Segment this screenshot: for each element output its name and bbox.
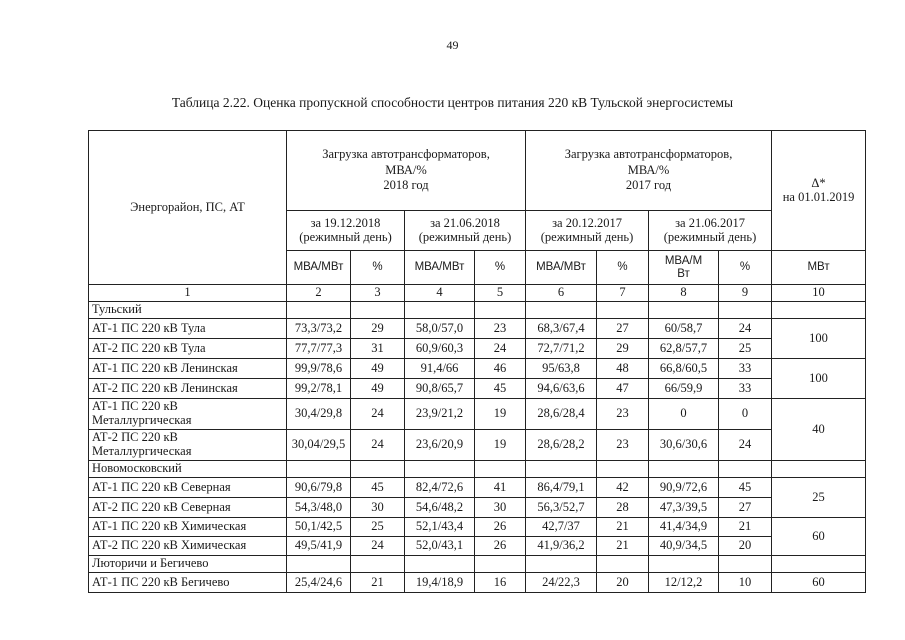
row-name-line2: Металлургическая (92, 413, 192, 427)
col-number-9: 9 (719, 285, 772, 302)
cell: 31 (351, 339, 405, 359)
unit-mw: МВт (772, 251, 866, 285)
cell: 21 (351, 573, 405, 593)
cell: 72,7/71,2 (526, 339, 597, 359)
cell: 45 (719, 478, 772, 498)
cell: 90,6/79,8 (287, 478, 351, 498)
row-name: АТ-2 ПС 220 кВ Химическая (89, 537, 287, 556)
cell: 28,6/28,4 (526, 399, 597, 430)
table-row (89, 359, 866, 379)
section-name: Люторичи и Бегичево (89, 556, 287, 573)
row-name: АТ-1 ПС 220 кВ Бегичево (89, 573, 287, 593)
date2-line2: (режимный день) (418, 229, 512, 244)
cell: 24 (351, 399, 405, 430)
cell: 95/63,8 (526, 359, 597, 379)
row-name (89, 399, 287, 430)
cell: 30 (351, 498, 405, 518)
unit-pct-1: % (351, 251, 405, 285)
table-row (89, 478, 866, 498)
cell: 42 (597, 478, 649, 498)
cell: 33 (719, 359, 772, 379)
row-name: АТ-1 ПС 220 кВ Тула (89, 319, 287, 339)
cell: 28,6/28,2 (526, 430, 597, 461)
cell: 49,5/41,9 (287, 537, 351, 556)
cell: 58,0/57,0 (405, 319, 475, 339)
cell: 66/59,9 (649, 379, 719, 399)
header-date-20-12-2017 (526, 211, 649, 251)
cell: 23,6/20,9 (405, 430, 475, 461)
cell: 42,7/37 (526, 518, 597, 537)
row-name: АТ-1 ПС 220 кВ Северная (89, 478, 287, 498)
cell: 24 (719, 430, 772, 461)
cell: 77,7/77,3 (287, 339, 351, 359)
cell: 60/58,7 (649, 319, 719, 339)
cell: 49 (351, 379, 405, 399)
cell: 47 (597, 379, 649, 399)
col-number-1: 1 (89, 285, 287, 302)
unit-pct-3: % (597, 251, 649, 285)
unit-pct-2: % (475, 251, 526, 285)
table-row (89, 537, 866, 556)
cell: 29 (597, 339, 649, 359)
cell: 47,3/39,5 (649, 498, 719, 518)
header-name-text: Энергорайон, ПС, АТ (130, 199, 245, 214)
cell: 27 (597, 319, 649, 339)
row-name: АТ-2 ПС 220 кВ Тула (89, 339, 287, 359)
unit-mva-4-line2: Вт (677, 267, 690, 280)
row-name-line1: АТ-1 ПС 220 кВ (92, 399, 178, 414)
row-name: АТ-2 ПС 220 кВ Северная (89, 498, 287, 518)
date4-line2: (режимный день) (663, 229, 757, 244)
cell: 66,8/60,5 (649, 359, 719, 379)
row-name: АТ-2 ПС 220 кВ Ленинская (89, 379, 287, 399)
col-number-4: 4 (405, 285, 475, 302)
cell: 24/22,3 (526, 573, 597, 593)
header-delta-line2: на 01.01.2019 (782, 189, 855, 204)
header-group-2018-line2: МВА/% (385, 162, 427, 177)
unit-mva-4 (649, 251, 719, 285)
unit-mva-3: МВА/МВт (526, 251, 597, 285)
header-date-21-06-2018 (405, 211, 526, 251)
cell: 24 (351, 537, 405, 556)
col-number-3: 3 (351, 285, 405, 302)
cell: 54,3/48,0 (287, 498, 351, 518)
cell: 86,4/79,1 (526, 478, 597, 498)
cell: 82,4/72,6 (405, 478, 475, 498)
cell: 20 (719, 537, 772, 556)
cell: 73,3/73,2 (287, 319, 351, 339)
cell: 23 (597, 430, 649, 461)
col-number-2: 2 (287, 285, 351, 302)
cell: 0 (719, 399, 772, 430)
unit-pct-4: % (719, 251, 772, 285)
section-name: Новомосковский (89, 461, 287, 478)
row-name (89, 430, 287, 461)
section-name: Тульский (89, 302, 287, 319)
header-group-2017-line1: Загрузка автотрансформаторов, (564, 147, 733, 162)
delta-cell: 25 (772, 478, 866, 518)
date3-line2: (режимный день) (540, 229, 634, 244)
cell: 90,9/72,6 (649, 478, 719, 498)
cell: 19 (475, 430, 526, 461)
header-delta-line1: Δ* (811, 175, 826, 190)
table-row (89, 339, 866, 359)
cell: 52,0/43,1 (405, 537, 475, 556)
cell: 52,1/43,4 (405, 518, 475, 537)
cell: 16 (475, 573, 526, 593)
table-row (89, 379, 866, 399)
table-caption: Таблица 2.22. Оценка пропускной способности центров питания 220 кВ Тульской энергосистемы (171, 95, 734, 110)
table-row (89, 430, 866, 461)
cell: 26 (475, 537, 526, 556)
header-date-19-12-2018 (287, 211, 405, 251)
date1-line2: (режимный день) (299, 229, 392, 244)
unit-mva-4-line1: МВА/М (664, 254, 703, 267)
cell: 46 (475, 359, 526, 379)
cell: 25,4/24,6 (287, 573, 351, 593)
date4-line1: за 21.06.2017 (675, 215, 745, 230)
cell: 29 (351, 319, 405, 339)
delta-cell: 60 (772, 573, 866, 593)
cell: 24 (719, 319, 772, 339)
cell: 21 (719, 518, 772, 537)
cell: 99,9/78,6 (287, 359, 351, 379)
header-delta (772, 131, 866, 251)
cell: 62,8/57,7 (649, 339, 719, 359)
cell: 23,9/21,2 (405, 399, 475, 430)
header-group-2018 (287, 131, 526, 211)
cell: 21 (597, 537, 649, 556)
header-group-2018-line1: Загрузка автотрансформаторов, (322, 147, 490, 162)
cell: 24 (351, 430, 405, 461)
cell: 20 (597, 573, 649, 593)
cell: 26 (475, 518, 526, 537)
cell: 30,4/29,8 (287, 399, 351, 430)
cell: 91,4/66 (405, 359, 475, 379)
unit-mva-2: МВА/МВт (405, 251, 475, 285)
cell: 0 (649, 399, 719, 430)
date1-line1: за 19.12.2018 (310, 215, 381, 230)
cell: 25 (719, 339, 772, 359)
cell: 24 (475, 339, 526, 359)
capacity-table-wrapper (88, 130, 866, 593)
cell: 28 (597, 498, 649, 518)
page-number: 49 (446, 38, 459, 52)
cell: 27 (719, 498, 772, 518)
unit-mva-1: МВА/МВт (287, 251, 351, 285)
col-number-10: 10 (772, 285, 866, 302)
header-group-2018-line3: 2018 год (383, 178, 429, 193)
header-group-2017-line2: МВА/% (627, 162, 670, 177)
cell: 48 (597, 359, 649, 379)
cell: 56,3/52,7 (526, 498, 597, 518)
cell: 60,9/60,3 (405, 339, 475, 359)
cell: 45 (475, 379, 526, 399)
delta-cell: 40 (772, 399, 866, 461)
cell: 30,6/30,6 (649, 430, 719, 461)
cell: 12/12,2 (649, 573, 719, 593)
cell: 23 (597, 399, 649, 430)
cell: 41 (475, 478, 526, 498)
cell: 41,9/36,2 (526, 537, 597, 556)
cell: 50,1/42,5 (287, 518, 351, 537)
cell: 41,4/34,9 (649, 518, 719, 537)
cell: 21 (597, 518, 649, 537)
cell: 19 (475, 399, 526, 430)
cell: 30 (475, 498, 526, 518)
cell: 68,3/67,4 (526, 319, 597, 339)
cell: 90,8/65,7 (405, 379, 475, 399)
cell: 94,6/63,6 (526, 379, 597, 399)
delta-cell: 100 (772, 319, 866, 359)
cell: 49 (351, 359, 405, 379)
cell: 19,4/18,9 (405, 573, 475, 593)
delta-cell: 100 (772, 359, 866, 399)
table-row (89, 498, 866, 518)
capacity-table (88, 130, 866, 593)
table-row (89, 399, 866, 430)
date3-line1: за 20.12.2017 (552, 215, 622, 230)
cell: 54,6/48,2 (405, 498, 475, 518)
col-number-8: 8 (649, 285, 719, 302)
cell: 33 (719, 379, 772, 399)
col-number-5: 5 (475, 285, 526, 302)
delta-cell: 60 (772, 518, 866, 556)
row-name: АТ-1 ПС 220 кВ Ленинская (89, 359, 287, 379)
section-row-novomoskovsk (89, 461, 866, 478)
col-number-6: 6 (526, 285, 597, 302)
cell: 23 (475, 319, 526, 339)
section-row-lyutorichi (89, 556, 866, 573)
col-number-7: 7 (597, 285, 649, 302)
table-row (89, 319, 866, 339)
cell: 40,9/34,5 (649, 537, 719, 556)
cell: 30,04/29,5 (287, 430, 351, 461)
section-row-tula (89, 302, 866, 319)
date2-line1: за 21.06.2018 (430, 215, 500, 230)
row-name-line2: Металлургическая (92, 444, 192, 458)
table-row (89, 518, 866, 537)
cell: 25 (351, 518, 405, 537)
header-group-2017 (526, 131, 772, 211)
cell: 10 (719, 573, 772, 593)
header-date-21-06-2017 (649, 211, 772, 251)
cell: 45 (351, 478, 405, 498)
row-name-line1: АТ-2 ПС 220 кВ (92, 430, 178, 445)
header-name-column (89, 131, 287, 285)
row-name: АТ-1 ПС 220 кВ Химическая (89, 518, 287, 537)
cell: 99,2/78,1 (287, 379, 351, 399)
table-row (89, 573, 866, 593)
header-group-2017-line3: 2017 год (625, 178, 672, 193)
